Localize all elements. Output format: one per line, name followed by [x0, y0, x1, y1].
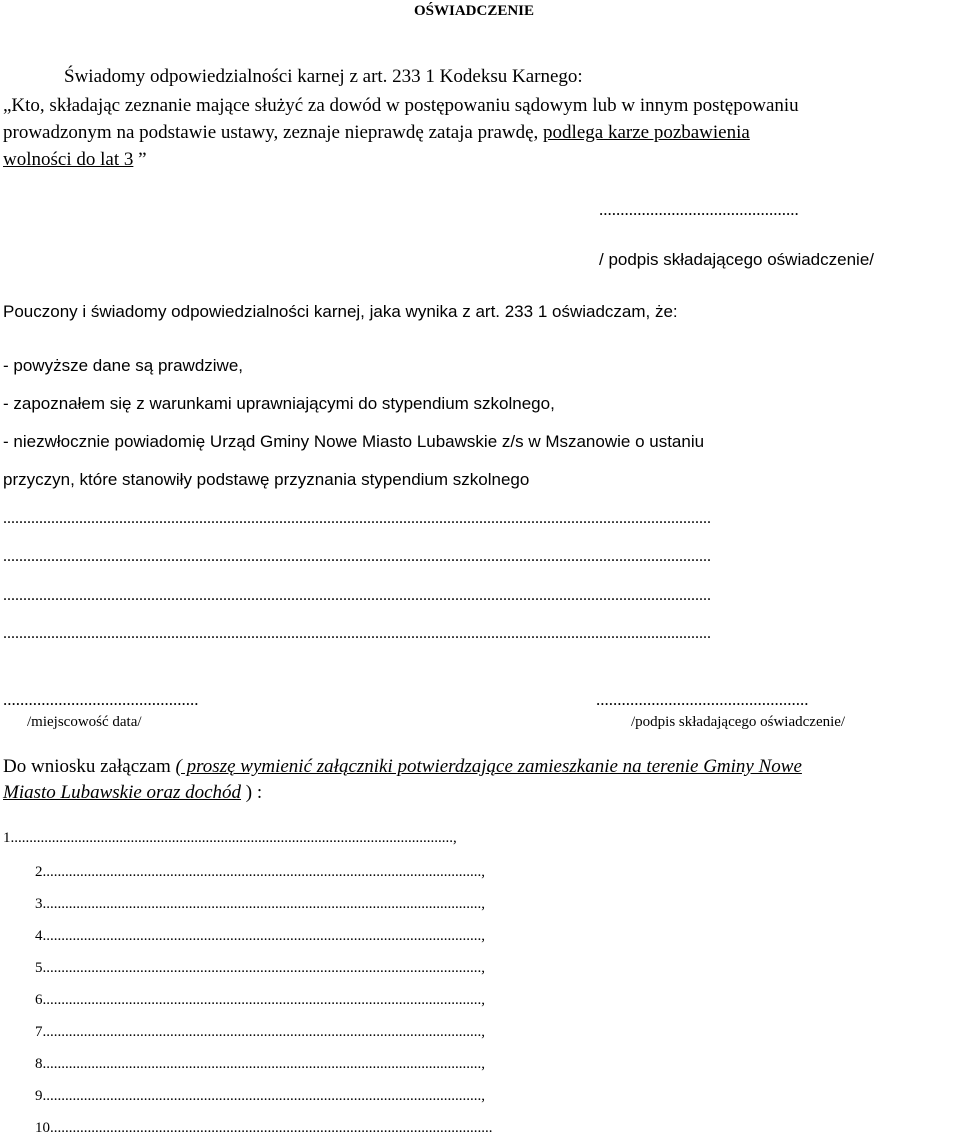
attachments-lead-plain: Do wniosku załączam — [3, 756, 176, 777]
attachment-item: 4....................................................................................................................., — [35, 928, 485, 944]
declaration-item: przyczyn, które stanowiły podstawę przyznania stypendium szkolnego — [3, 470, 530, 489]
quote-line-1: „Kto, składając zeznanie mające służyć za dowód w postępowaniu sądowym lub w innym postępowaniu — [3, 95, 799, 116]
attachment-item: 10...................................................................................................................... — [35, 1120, 493, 1136]
signature2-dots: .................................................. — [596, 690, 809, 709]
attachments-lead-2-end: ) : — [241, 782, 263, 803]
attachment-item: 3....................................................................................................................., — [35, 896, 485, 912]
document-title: OŚWIADCZENIE — [414, 3, 535, 19]
intro-line: Świadomy odpowiedzialności karnej z art. 233 1 Kodeksu Karnego: — [64, 66, 583, 87]
attachments-lead-italic: ( proszę wymienić załączniki potwierdzające zamieszkanie na terenie Gminy Nowe — [175, 756, 802, 777]
declaration-item: - powyższe dane są prawdziwe, — [3, 356, 244, 375]
fill-line: ................................................................................................................................................................................. — [3, 510, 711, 527]
signature-label: / podpis składającego oświadczenie/ — [599, 250, 875, 269]
quote-line-2 — [3, 120, 750, 146]
quote-line-2-underlined: podlega karze pozbawienia — [543, 122, 750, 143]
fill-line: ................................................................................................................................................................................. — [3, 587, 711, 604]
attachment-item: 2....................................................................................................................., — [35, 864, 485, 880]
quote-line-3 — [3, 147, 147, 173]
attachments-lead-2-italic: Miasto Lubawskie oraz dochód — [3, 782, 242, 803]
signature2-label: /podpis składającego oświadczenie/ — [631, 714, 846, 730]
quote-line-3-underlined: wolności do lat 3 — [3, 149, 134, 170]
attachments-lead — [3, 754, 802, 780]
declaration-item: - zapoznałem się z warunkami uprawniającymi do stypendium szkolnego, — [3, 394, 555, 413]
attachment-item: 7....................................................................................................................., — [35, 1024, 485, 1040]
attachment-item: 6....................................................................................................................., — [35, 992, 485, 1008]
quote-line-3-end: ” — [133, 149, 147, 170]
quote-line-2-plain: prowadzonym na podstawie ustawy, zeznaje nieprawdę zataja prawdę, — [3, 122, 544, 143]
attachment-item: 5....................................................................................................................., — [35, 960, 485, 976]
place-date-label: /miejscowość data/ — [27, 714, 142, 730]
fill-line: ................................................................................................................................................................................. — [3, 548, 711, 565]
attachment-item: 8....................................................................................................................., — [35, 1056, 485, 1072]
signature-dots: ............................................... — [599, 200, 799, 219]
place-date-dots: .............................................. — [3, 690, 199, 709]
declaration-item: - niezwłocznie powiadomię Urząd Gminy Nowe Miasto Lubawskie z/s w Mszanowie o ustaniu — [3, 432, 705, 451]
attachment-item: 9....................................................................................................................., — [35, 1088, 485, 1104]
declaration-lead: Pouczony i świadomy odpowiedzialności karnej, jaka wynika z art. 233 1 oświadczam, że: — [3, 302, 678, 321]
attachments-lead-2 — [3, 780, 262, 806]
attachment-item: 1......................................................................................................................, — [3, 830, 457, 846]
fill-line: ................................................................................................................................................................................. — [3, 625, 711, 642]
